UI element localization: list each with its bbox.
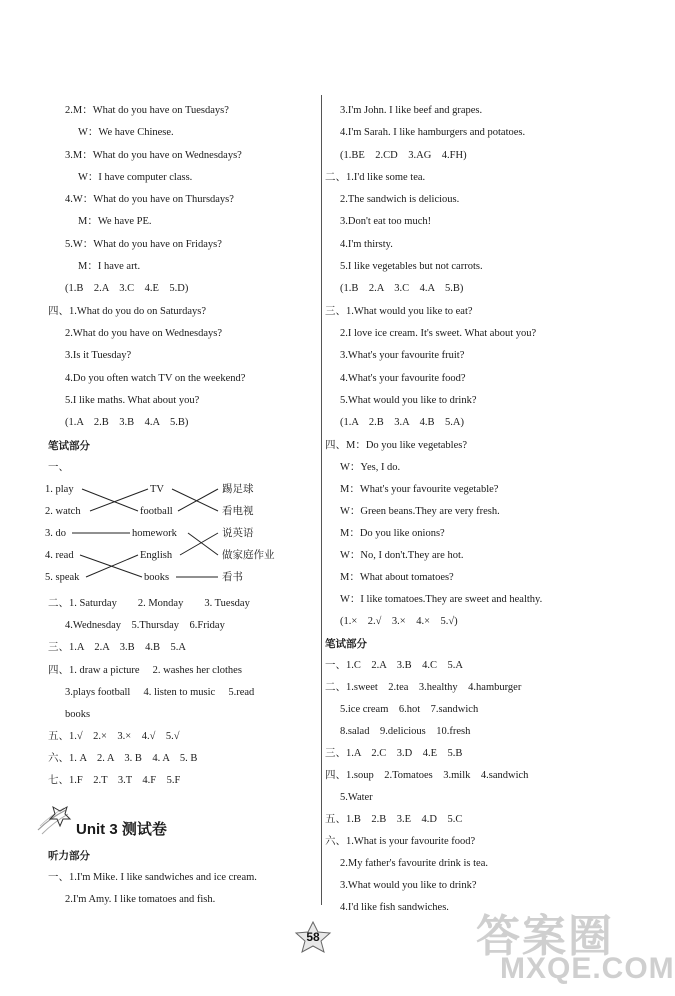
- right-line: W：I like tomatoes.They are sweet and healthy.: [340, 594, 543, 605]
- left-line: (1.B 2.A 3.C 4.E 5.D): [65, 283, 189, 294]
- left-line: 2.I'm Amy. I like tomatoes and fish.: [65, 894, 216, 905]
- left-line: 五、1.√ 2.× 3.× 4.√ 5.√: [48, 731, 180, 742]
- right-line: M：What's your favourite vegetable?: [340, 484, 499, 495]
- left-line: (1.A 2.B 3.B 4.A 5.B): [65, 417, 189, 428]
- right-line: 二、1.sweet 2.tea 3.healthy 4.hamburger: [325, 682, 522, 693]
- match-right-word: 说英语: [222, 528, 254, 539]
- right-line: 5.ice cream 6.hot 7.sandwich: [340, 704, 479, 715]
- left-line: W：I have computer class.: [78, 172, 193, 183]
- left-line: M：I have art.: [78, 261, 141, 272]
- right-line: W：No, I don't.They are hot.: [340, 550, 464, 561]
- right-line: 四、M：Do you like vegetables?: [325, 440, 468, 451]
- match-left-word: 4. read: [45, 550, 74, 561]
- left-line: 5.I like maths. What about you?: [65, 395, 200, 406]
- left-line: 笔试部分: [48, 440, 90, 452]
- match-left-word: 2. watch: [45, 506, 81, 517]
- left-line: W：We have Chinese.: [78, 127, 174, 138]
- left-line: 5.W：What do you have on Fridays?: [65, 239, 222, 250]
- right-line: (1.A 2.B 3.A 4.B 5.A): [340, 417, 464, 428]
- right-line: 三、1.What would you like to eat?: [325, 306, 473, 317]
- left-line: 七、1.F 2.T 3.T 4.F 5.F: [48, 775, 181, 786]
- left-line: 一、1.I'm Mike. I like sandwiches and ice cream.: [48, 872, 257, 883]
- left-line: 4.W：What do you have on Thursdays?: [65, 194, 234, 205]
- right-line: 4.What's your favourite food?: [340, 373, 466, 384]
- left-line: 二、1. Saturday 2. Monday 3. Tuesday: [48, 598, 250, 609]
- right-line: (1.× 2.√ 3.× 4.× 5.√): [340, 616, 458, 627]
- right-line: 4.I'm thirsty.: [340, 239, 393, 250]
- left-line: 4.Do you often watch TV on the weekend?: [65, 373, 246, 384]
- left-line: 2.What do you have on Wednesdays?: [65, 328, 223, 339]
- right-line: 4.I'm Sarah. I like hamburgers and potatoes.: [340, 127, 526, 138]
- left-line: 四、1. draw a picture 2. washes her clothes: [48, 665, 242, 676]
- match-mid-word: English: [140, 550, 173, 561]
- match-right-word: 踢足球: [222, 484, 254, 495]
- match-left-word: 1. play: [45, 484, 74, 495]
- right-line: 5.I like vegetables but not carrots.: [340, 261, 483, 272]
- left-line: 3.M：What do you have on Wednesdays?: [65, 150, 242, 161]
- right-line: 2.I love ice cream. It's sweet. What about you?: [340, 328, 537, 339]
- right-line: 3.What would you like to drink?: [340, 880, 477, 891]
- right-line: 5.Water: [340, 792, 373, 803]
- right-line: 笔试部分: [325, 638, 367, 650]
- left-line: books: [65, 709, 91, 720]
- match-left-word: 5. speak: [45, 572, 80, 583]
- unit-title: Unit 3 测试卷: [76, 821, 167, 838]
- right-line: W：Green beans.They are very fresh.: [340, 506, 500, 517]
- match-left-word: 3. do: [45, 528, 66, 539]
- right-line: 六、1.What is your favourite food?: [325, 836, 476, 847]
- right-line: 3.I'm John. I like beef and grapes.: [340, 105, 483, 116]
- left-line: 三、1.A 2.A 3.B 4.B 5.A: [48, 642, 186, 653]
- match-right-word: 看电视: [222, 506, 254, 517]
- left-line: 六、1. A 2. A 3. B 4. A 5. B: [48, 753, 198, 764]
- right-line: (1.BE 2.CD 3.AG 4.FH): [340, 150, 467, 161]
- left-line: 听力部分: [48, 850, 90, 862]
- match-right-word: 做家庭作业: [222, 550, 275, 561]
- left-line: M：We have PE.: [78, 216, 152, 227]
- match-mid-word: books: [144, 572, 170, 583]
- right-line: M：Do you like onions?: [340, 528, 445, 539]
- left-line: 4.Wednesday 5.Thursday 6.Friday: [65, 620, 225, 631]
- right-line: 一、1.C 2.A 3.B 4.C 5.A: [325, 660, 463, 671]
- left-line: 一、: [48, 462, 69, 473]
- right-line: W：Yes, I do.: [340, 462, 401, 473]
- right-line: M：What about tomatoes?: [340, 572, 454, 583]
- right-line: 2.My father's favourite drink is tea.: [340, 858, 488, 869]
- column-divider: [321, 95, 322, 905]
- right-line: 5.What would you like to drink?: [340, 395, 477, 406]
- right-line: 三、1.A 2.C 3.D 4.E 5.B: [325, 748, 463, 759]
- match-mid-word: football: [140, 506, 173, 517]
- right-line: 二、1.I'd like some tea.: [325, 172, 426, 183]
- page-number: 58: [306, 930, 320, 944]
- left-line: 3.plays football 4. listen to music 5.read: [65, 687, 255, 698]
- left-line: 四、1.What do you do on Saturdays?: [48, 306, 207, 317]
- watermark-url: MXQE.COM: [500, 952, 675, 985]
- right-line: 四、1.soup 2.Tomatoes 3.milk 4.sandwich: [325, 770, 529, 781]
- right-line: 3.What's your favourite fruit?: [340, 350, 465, 361]
- match-right-word: 看书: [222, 572, 243, 583]
- right-line: 8.salad 9.delicious 10.fresh: [340, 726, 471, 737]
- right-line: 3.Don't eat too much!: [340, 216, 432, 227]
- left-line: 2.M：What do you have on Tuesdays?: [65, 105, 229, 116]
- match-mid-word: TV: [150, 484, 164, 495]
- watermark-logo: 答案圈: [476, 911, 614, 962]
- right-line: 4.I'd like fish sandwiches.: [340, 902, 449, 913]
- match-mid-word: homework: [132, 528, 177, 539]
- right-line: 五、1.B 2.B 3.E 4.D 5.C: [325, 814, 463, 825]
- right-line: (1.B 2.A 3.C 4.A 5.B): [340, 283, 464, 294]
- right-line: 2.The sandwich is delicious.: [340, 194, 460, 205]
- left-line: 3.Is it Tuesday?: [65, 350, 132, 361]
